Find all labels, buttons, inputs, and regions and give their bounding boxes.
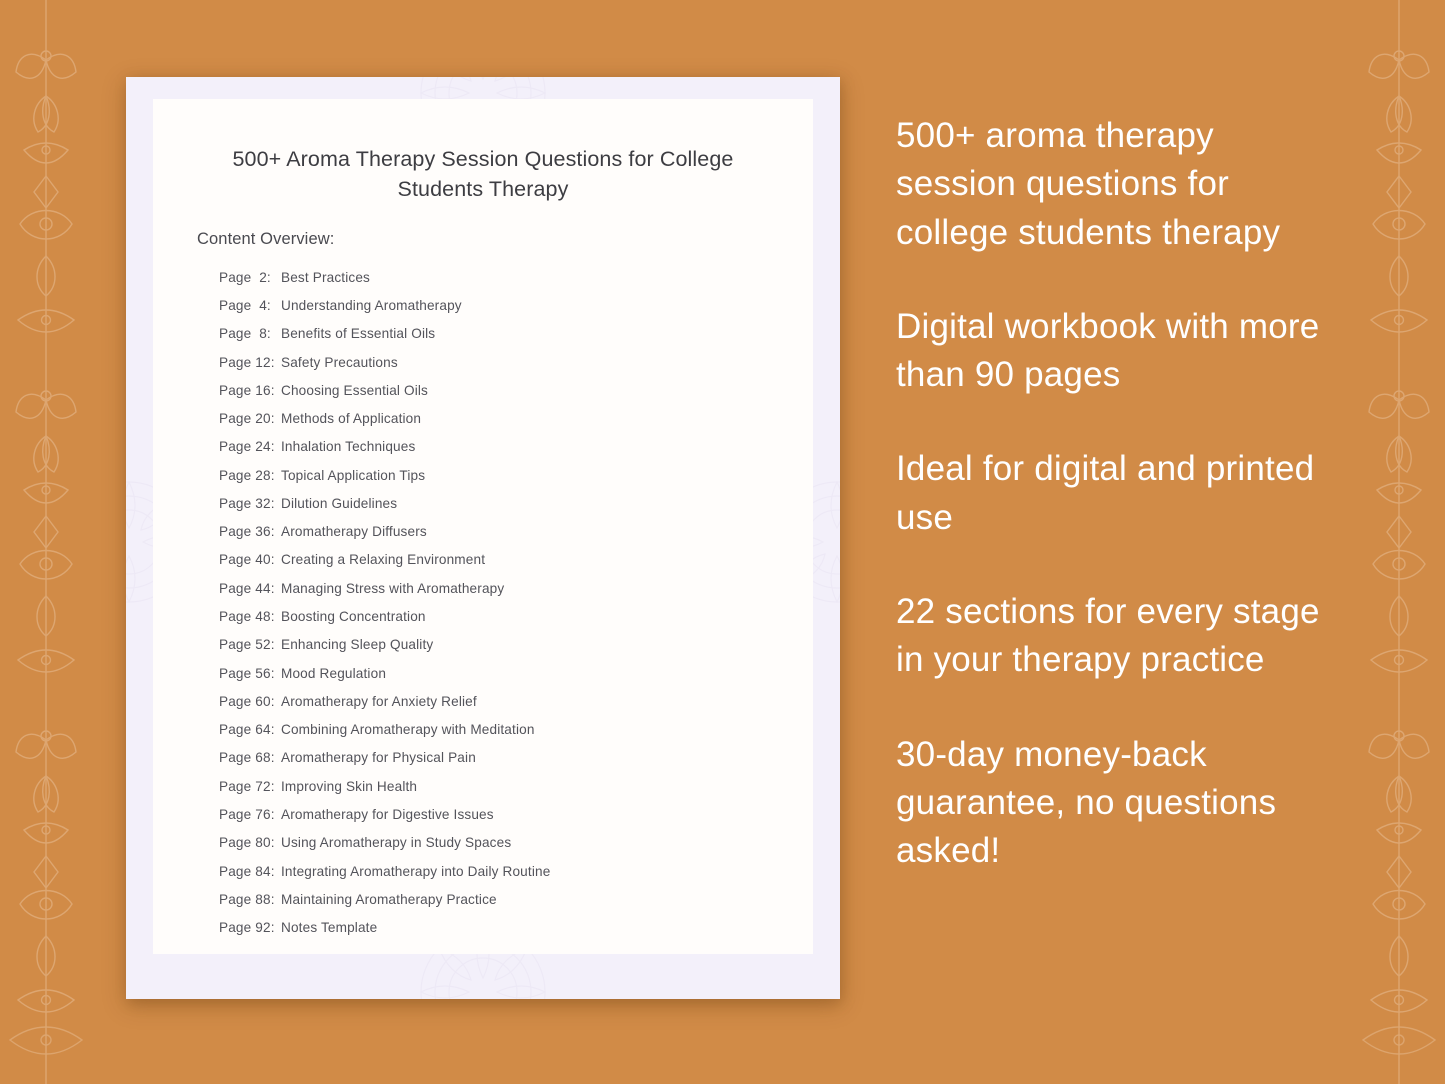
marketing-bullet: Digital workbook with more than 90 pages — [896, 306, 1320, 395]
toc-entry-title: Using Aromatherapy in Study Spaces — [281, 835, 512, 851]
list-item — [219, 263, 813, 291]
toc-page-number: Page 20: — [219, 411, 275, 427]
floral-border-left-icon — [0, 0, 92, 1084]
toc-page-number: Page 44: — [219, 580, 275, 596]
toc-entry-title: Understanding Aromatherapy — [281, 297, 462, 313]
list-item — [219, 405, 813, 433]
toc-entry-title: Improving Skin Health — [281, 778, 418, 794]
list-item — [219, 829, 813, 857]
list-item — [219, 857, 813, 885]
marketing-bullet: 500+ aroma therapy session questions for college students therapy — [896, 116, 1281, 252]
toc-page-number: Page 56: — [219, 665, 275, 681]
table-of-contents — [153, 249, 813, 942]
toc-entry-title: Methods of Application — [281, 411, 422, 427]
list-item — [219, 914, 813, 942]
toc-page-number: Page 16: — [219, 382, 275, 398]
toc-entry-title: Managing Stress with Aromatherapy — [281, 580, 505, 596]
marketing-bullets — [896, 112, 1326, 876]
list-item — [219, 631, 813, 659]
toc-entry-title: Choosing Essential Oils — [281, 382, 429, 398]
toc-entry-title: Boosting Concentration — [281, 609, 426, 625]
list-item — [219, 744, 813, 772]
toc-page-number: Page 36: — [219, 524, 275, 540]
document-preview — [126, 77, 840, 999]
toc-page-number: Page 24: — [219, 439, 275, 455]
list-item — [219, 688, 813, 716]
list-item — [219, 433, 813, 461]
toc-entry-title: Topical Application Tips — [281, 467, 426, 483]
toc-page-number: Page 92: — [219, 920, 275, 936]
toc-page-number: Page 84: — [219, 863, 275, 879]
list-item — [219, 772, 813, 800]
page-title: 500+ Aroma Therapy Session Questions for College Students Therapy — [232, 147, 734, 201]
content-overview-label: Content Overview: — [197, 230, 335, 249]
toc-entry-title: Creating a Relaxing Environment — [281, 552, 486, 568]
toc-entry-title: Best Practices — [281, 269, 370, 285]
toc-entry-title: Aromatherapy for Digestive Issues — [281, 807, 494, 822]
list-item — [219, 574, 813, 602]
toc-page-number: Page 48: — [219, 609, 275, 625]
toc-page-number: Page 52: — [219, 637, 275, 653]
toc-page-number: Page 40: — [219, 552, 275, 568]
toc-page-number: Page 2: — [219, 269, 271, 285]
toc-entry-title: Dilution Guidelines — [281, 495, 398, 511]
list-item — [219, 292, 813, 320]
toc-page-number: Page 28: — [219, 467, 275, 483]
list-item — [219, 320, 813, 348]
toc-entry-title: Aromatherapy for Anxiety Relief — [281, 693, 477, 709]
marketing-bullet: Ideal for digital and printed use — [896, 449, 1315, 537]
list-item — [219, 348, 813, 376]
document-page — [153, 99, 813, 954]
toc-entry-title: Notes Template — [281, 920, 378, 936]
toc-page-number: Page 72: — [219, 778, 275, 794]
toc-entry-title: Combining Aromatherapy with Meditation — [281, 722, 535, 738]
toc-page-number: Page 60: — [219, 693, 275, 709]
list-item — [219, 659, 813, 687]
marketing-bullet: 30-day money-back guarantee, no questions asked! — [896, 734, 1277, 871]
toc-entry-title: Inhalation Techniques — [281, 439, 416, 455]
floral-border-right-icon — [1353, 0, 1445, 1084]
list-item — [219, 518, 813, 546]
list-item — [219, 716, 813, 744]
toc-entry-title: Integrating Aromatherapy into Daily Routine — [281, 863, 551, 879]
toc-page-number: Page 8: — [219, 326, 271, 342]
toc-page-number: Page 64: — [219, 722, 275, 738]
list-item — [219, 546, 813, 574]
toc-entry-title: Aromatherapy Diffusers — [281, 524, 427, 540]
toc-page-number: Page 76: — [219, 807, 275, 822]
toc-entry-title: Aromatherapy for Physical Pain — [281, 750, 476, 766]
list-item — [219, 886, 813, 914]
toc-entry-title: Enhancing Sleep Quality — [281, 637, 434, 653]
list-item — [219, 376, 813, 404]
toc-entry-title: Benefits of Essential Oils — [281, 326, 436, 342]
toc-page-number: Page 68: — [219, 750, 275, 766]
list-item — [219, 461, 813, 489]
list-item — [219, 603, 813, 631]
toc-page-number: Page 4: — [219, 297, 271, 313]
toc-page-number: Page 88: — [219, 891, 275, 907]
marketing-bullet: 22 sections for every stage in your therapy practice — [896, 592, 1320, 680]
toc-entry-title: Maintaining Aromatherapy Practice — [281, 891, 497, 907]
toc-page-number: Page 80: — [219, 835, 275, 851]
list-item — [219, 490, 813, 518]
toc-page-number: Page 12: — [219, 354, 275, 370]
list-item — [219, 801, 813, 829]
toc-entry-title: Safety Precautions — [281, 354, 398, 370]
toc-page-number: Page 32: — [219, 495, 275, 511]
toc-entry-title: Mood Regulation — [281, 665, 387, 681]
